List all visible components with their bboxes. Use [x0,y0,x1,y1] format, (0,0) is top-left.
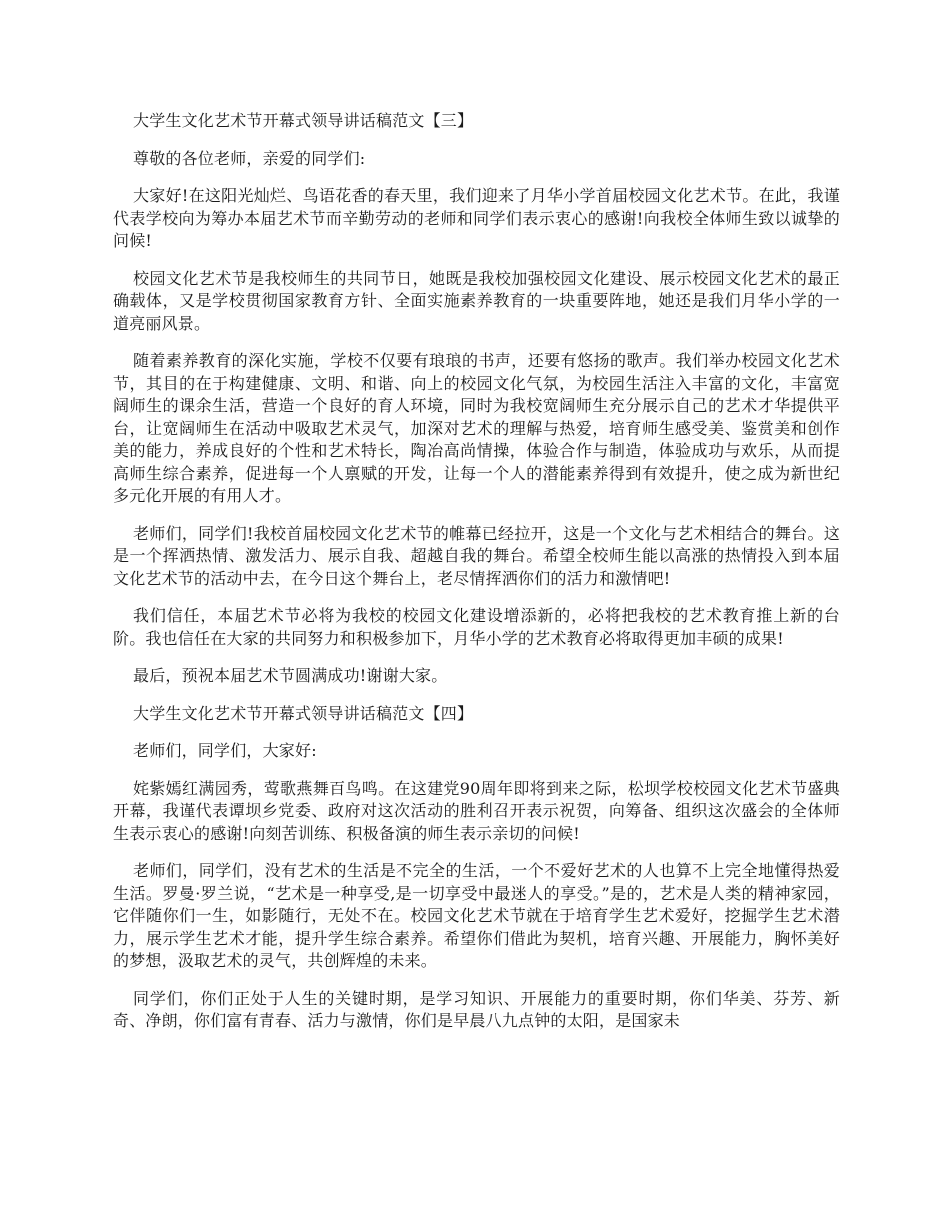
body-paragraph: 随着素养教育的深化实施，学校不仅要有琅琅的书声，还要有悠扬的歌声。我们举办校园文化艺术节，其目的在于构建健康、文明、和谐、向上的校园文化气氛，为校园生活注入丰富的文化，丰富宽阔师生的课余生活，营造一个良好的育人环境，同时为我校宽阔师生充分展示自己的艺术才华提供平台，让宽阔师生在活动中吸取艺术灵气，加深对艺术的理解与热爱，培育师生感受美、鉴赏美和创作美的能力，养成良好的个性和艺术特长，陶冶高尚情操，体验合作与制造，体验成功与欢乐，从而提高师生综合素养，促进每一个人禀赋的开发，让每一个人的潜能素养得到有效提升，使之成为新世纪多元化开展的有用人才。 [113,351,840,505]
body-paragraph: 老师们，同学们，没有艺术的生活是不完全的生活，一个不爱好艺术的人也算不上完全地懂得热爱生活。罗曼·罗兰说，“艺术是一种享受,是一切享受中最迷人的享受。”是的，艺术是人类的精神家园，它伴随你们一生，如影随行，无处不在。校园文化艺术节就在于培育学生艺术爱好，挖掘学生艺术潜力，展示学生艺术才能，提升学生综合素养。希望你们借此为契机，培育兴趣、开展能力，胸怀美好的梦想，汲取艺术的灵气，共创辉煌的未来。 [113,861,840,970]
section-heading-4: 大学生文化艺术节开幕式领导讲话稿范文【四】 [133,703,474,723]
body-paragraph: 同学们，你们正处于人生的关键时期，是学习知识、开展能力的重要时期，你们华美、芬芳、新奇、净朗，你们富有青春、活力与激情，你们是早晨八九点钟的太阳，是国家未 [113,988,840,1030]
salutation: 尊敬的各位老师，亲爱的同学们: [133,148,366,168]
closing-paragraph: 最后，预祝本届艺术节圆满成功!谢谢大家。 [133,666,448,685]
body-paragraph: 校园文化艺术节是我校师生的共同节日，她既是我校加强校园文化建设、展示校园文化艺术的最正确载体，又是学校贯彻国家教育方针、全面实施素养教育的一块重要阵地，她还是我们月华小学的一道亮丽风景。 [113,268,840,333]
body-paragraph: 老师们，同学们!我校首届校园文化艺术节的帷幕已经拉开，这是一个文化与艺术相结合的舞台。这是一个挥洒热情、激发活力、展示自我、超越自我的舞台。希望全校师生能以高涨的热情投入到本届文化艺术节的活动中去，在今日这个舞台上，老尽情挥洒你们的活力和激情吧! [113,523,840,588]
body-paragraph: 我们信任，本届艺术节必将为我校的校园文化建设增添新的，必将把我校的艺术教育推上新的台阶。我也信任在大家的共同努力和积极参加下，月华小学的艺术教育必将取得更加丰硕的成果! [113,606,840,648]
salutation: 老师们，同学们，大家好: [133,741,317,760]
section-heading-3: 大学生文化艺术节开幕式领导讲话稿范文【三】 [133,111,474,130]
body-paragraph: 姹紫嫣红满园秀，莺歌燕舞百鸟鸣。在这建党90周年即将到来之际，松坝学校校园文化艺术节盛典开幕，我谨代表谭坝乡党委、政府对这次活动的胜利召开表示祝贺，向筹备、组织这次盛会的全体师生表示衷心的感谢!向刻苦训练、积极备演的师生表示亲切的问候! [113,778,840,843]
body-paragraph: 大家好!在这阳光灿烂、鸟语花香的春天里，我们迎来了月华小学首届校园文化艺术节。在此，我谨代表学校向为筹办本届艺术节而辛勤劳动的老师和同学们表示衷心的感谢!向我校全体师生致以诚挚的问候! [113,186,840,250]
document-page [113,110,840,1048]
